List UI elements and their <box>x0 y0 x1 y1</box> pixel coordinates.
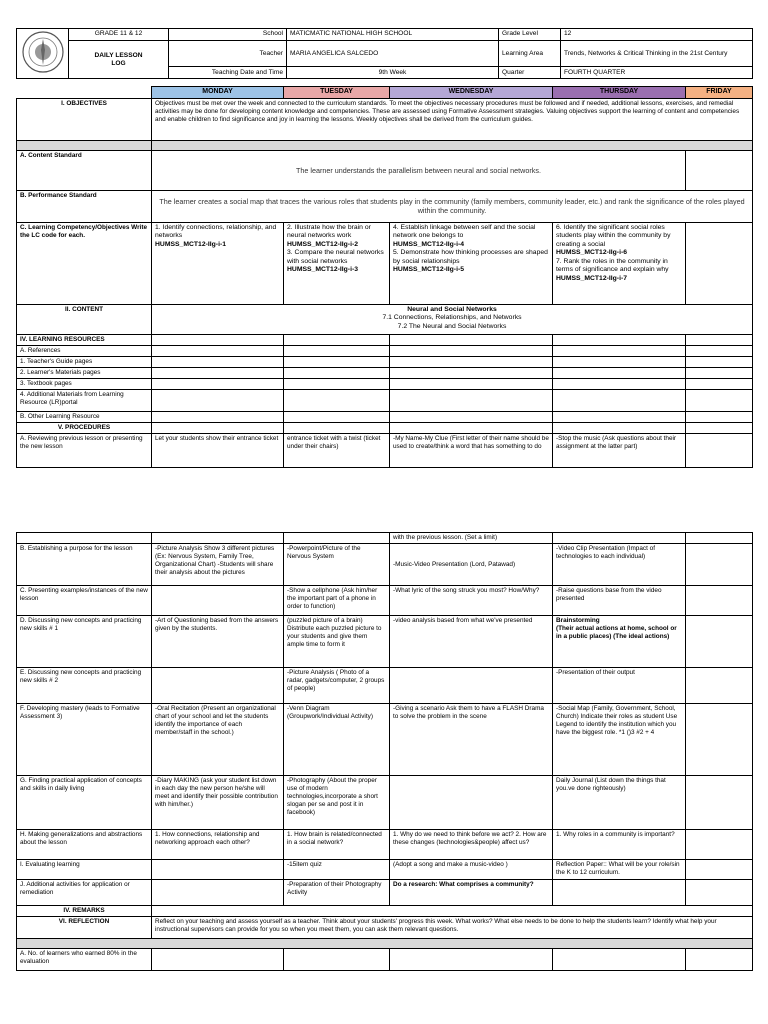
quarter-value: FOURTH QUARTER <box>561 67 753 79</box>
learners-80-label: A. No. of learners who earned 80% in the evaluation <box>17 949 152 971</box>
content-label: II. CONTENT <box>17 304 152 334</box>
teacher-value: MARIA ANGELICA SALCEDO <box>287 41 499 67</box>
teacher-label: Teacher <box>169 41 287 67</box>
lesson-table-page1 <box>16 86 753 468</box>
proc-b-tuesday: -Powerpoint/Picture of the Nervous System <box>284 544 390 586</box>
proc-h-label: H. Making generalizations and abstractions about the lesson <box>17 830 152 860</box>
date-value: 9th Week <box>287 67 499 79</box>
competency-tuesday: 2. Illustrate how the brain or neural networks work HUMSS_MCT12-IIg-i-2 3. Compare the neural networks with social networks HUMSS_MCT12-IIg-i-3 <box>284 222 390 304</box>
competency-thursday: 6. Identify the significant social roles students play within the community by creating a social HUMSS_MCT12-IIg-i-6 7. Rank the roles in the community in terms of significance and explain why HUMSS_MCT12-IIg-i-7 <box>553 222 686 304</box>
grade-level-label: Grade Level <box>499 29 561 41</box>
lr-portal-label: 4. Additional Materials from Learning Resource (LR)portal <box>17 389 152 411</box>
competency-wednesday: 4. Establish linkage between self and the social network one belongs to HUMSS_MCT12-IIg-i-4 5. Demonstrate how thinking processes are shaped by social relationships HUMSS_MCT12-IIg-i-5 <box>390 222 553 304</box>
performance-standard-label: B. Performance Standard <box>17 190 152 222</box>
proc-c-tuesday: -Show a cellphone (Ask him/her the important part of a phone in order to function) <box>284 586 390 616</box>
learning-area-label: Learning Area <box>499 41 561 67</box>
proc-e-tuesday: -Picture Analysis ( Photo of a radar, gadgets/computer, 2 groups of people) <box>284 668 390 704</box>
other-resources-label: B. Other Learning Resource <box>17 411 152 422</box>
proc-d-thursday: Brainstorming (Their actual actions at home, school or in a public places) (The ideal actions) <box>553 616 686 668</box>
proc-i-thursday: Reflection Paper:: What will be your role/sin the K to 12 curriculum. <box>553 860 686 880</box>
lm-pages-label: 2. Learner's Materials pages <box>17 367 152 378</box>
proc-j-label: J. Additional activities for application or remediation <box>17 880 152 906</box>
proc-c-monday <box>152 586 284 616</box>
content-standard-label: A. Content Standard <box>17 150 152 190</box>
proc-j-wednesday: Do a research: What comprises a community? <box>390 880 553 906</box>
proc-e-label: E. Discussing new concepts and practicing new skills # 2 <box>17 668 152 704</box>
proc-d-label: D. Discussing new concepts and practicing new skills # 1 <box>17 616 152 668</box>
proc-b-monday: -Picture Analysis Show 3 different pictures (Ex: Nervous System, Family Tree, Organizational Chart) -Students will share their analysis about the pictures <box>152 544 284 586</box>
tg-pages-label: 1. Teacher's Guide pages <box>17 356 152 367</box>
proc-c-label: C. Presenting examples/instances of the new lesson <box>17 586 152 616</box>
proc-i-wednesday: (Adopt a song and make a music-video ) <box>390 860 553 880</box>
proc-h-thursday: 1. Why roles in a community is important? <box>553 830 686 860</box>
proc-b-wednesday: -Music-Video Presentation (Lord, Patawad) <box>390 544 553 586</box>
content-text: Neural and Social Networks 7.1 Connections, Relationships, and Networks 7.2 The Neural and Social Networks <box>152 304 753 334</box>
dll-title: DAILY LESSON LOG <box>69 41 169 79</box>
proc-h-tuesday: 1. How brain is related/connected in a social network? <box>284 830 390 860</box>
references-label: A. References <box>17 345 152 356</box>
performance-standard-text: The learner creates a social map that traces the various roles that students play in the community (family members, community leader, etc.) and rank the significance of the roles played within the community. <box>152 190 753 222</box>
day-monday: MONDAY <box>152 87 284 99</box>
proc-a-tuesday: entrance ticket with a twist (ticket under their chairs) <box>284 433 390 467</box>
proc-b-thursday: -Video Clip Presentation (Impact of technologies to each individual) <box>553 544 686 586</box>
proc-g-monday: -Diary MAKING (ask your student list down in each day the new person he/she will meet and identify their possible contribution with him/her.) <box>152 776 284 830</box>
proc-h-monday: 1. How connections, relationship and networking approach each other? <box>152 830 284 860</box>
day-tuesday: TUESDAY <box>284 87 390 99</box>
resources-label: IV. LEARNING RESOURCES <box>17 334 152 345</box>
textbook-pages-label: 3. Textbook pages <box>17 378 152 389</box>
proc-f-tuesday: -Venn Diagram (Groupwork/Individual Activity) <box>284 704 390 776</box>
school-label: School <box>169 29 287 41</box>
grade-label: GRADE 11 & 12 <box>69 29 169 41</box>
header-table <box>16 28 753 79</box>
proc-a-thursday: -Stop the music (Ask questions about their assignment at the latter part) <box>553 433 686 467</box>
proc-a-wednesday-cont: with the previous lesson. (Set a limit) <box>390 533 553 544</box>
proc-f-label: F. Developing mastery (leads to Formative Assessment 3) <box>17 704 152 776</box>
proc-d-monday: -Art of Questioning based from the answers given by the students. <box>152 616 284 668</box>
grade-level-value: 12 <box>561 29 753 41</box>
proc-i-label: I. Evaluating learning <box>17 860 152 880</box>
lesson-table-page2 <box>16 532 753 971</box>
objectives-text: Objectives must be met over the week and connected to the curriculum standards. To meet the objectives necessary procedures must be followed and if needed, additional lessons, exercises, and remedial activities may be done for developing content knowledge and competencies. These are assessed using Formative Assessment strategies. Valuing objectives support the learning of content and competencies and enable children to find significance and joy in learning the lessons. Weekly objectives shall be derived from the curriculum guides. <box>152 98 753 140</box>
proc-f-wednesday: -Giving a scenario Ask them to have a FLASH Drama to solve the problem in the scene <box>390 704 553 776</box>
proc-a-wednesday: -My Name-My Clue (First letter of their name should be used to create/think a word that has something to do <box>390 433 553 467</box>
proc-b-label: B. Establishing a purpose for the lesson <box>17 544 152 586</box>
remarks-label: IV. REMARKS <box>17 906 152 917</box>
day-wednesday: WEDNESDAY <box>390 87 553 99</box>
school-value: MATICMATIC NATIONAL HIGH SCHOOL <box>287 29 499 41</box>
proc-c-wednesday: -What lyric of the song struck you most? How/Why? <box>390 586 553 616</box>
deped-seal-icon <box>21 30 65 74</box>
content-standard-text: The learner understands the parallelism between neural and social networks. <box>152 150 686 190</box>
proc-f-thursday: -Social Map (Family, Government, School, Church) Indicate their roles as student Use Legend to identify the institution which you have the biggest role. *1 ()3 #2 + 4 <box>553 704 686 776</box>
day-header-row <box>17 87 753 99</box>
date-label: Teaching Date and Time <box>169 67 287 79</box>
proc-d-tuesday: (puzzled picture of a brain) Distribute each puzzled picture to your students and give them ample time to form it <box>284 616 390 668</box>
proc-i-tuesday: -15item quiz <box>284 860 390 880</box>
proc-g-tuesday: -Photography (About the proper use of modern technologies,incorporate a short slogan per se and post it in facebook) <box>284 776 390 830</box>
deped-seal <box>17 29 69 79</box>
reflection-text: Reflect on your teaching and assess yourself as a teacher. Think about your students' progress this week. What works? What else needs to be done to help the students learn? Identify what help your instructional supervisors can provide for you so when you meet them, you can ask them relevant questions. <box>152 917 753 939</box>
proc-a-label: A. Reviewing previous lesson or presenting the new lesson <box>17 433 152 467</box>
proc-h-wednesday: 1. Why do we need to think before we act? 2. How are these changes (technologies&people) affect us? <box>390 830 553 860</box>
day-thursday: THURSDAY <box>553 87 686 99</box>
proc-a-monday: Let your students show their entrance ticket <box>152 433 284 467</box>
proc-c-thursday: -Raise questions base from the video presented <box>553 586 686 616</box>
proc-f-monday: -Oral Recitation (Present an organizational chart of your school and let the students identify the importance of each member/staff in the school.) <box>152 704 284 776</box>
proc-g-label: G. Finding practical application of concepts and skills in daily living <box>17 776 152 830</box>
day-friday: FRIDAY <box>686 87 753 99</box>
objectives-label: I. OBJECTIVES <box>17 98 152 140</box>
proc-g-thursday: Daily Journal (List down the things that you.ve done righteously) <box>553 776 686 830</box>
competency-label: C. Learning Competency/Objectives Write the LC code for each. <box>17 222 152 304</box>
reflection-label: VI. REFLECTION <box>17 917 152 939</box>
learning-area-value: Trends, Networks & Critical Thinking in the 21st Century <box>561 41 753 67</box>
quarter-label: Quarter <box>499 67 561 79</box>
proc-e-thursday: -Presentation of their output <box>553 668 686 704</box>
proc-j-tuesday: -Preparation of their Photography Activity <box>284 880 390 906</box>
competency-monday: 1. Identify connections, relationship, and networks HUMSS_MCT12-IIg-i-1 <box>152 222 284 304</box>
procedures-label: V. PROCEDURES <box>17 422 152 433</box>
proc-d-wednesday: -video analysis based from what we've presented <box>390 616 553 668</box>
